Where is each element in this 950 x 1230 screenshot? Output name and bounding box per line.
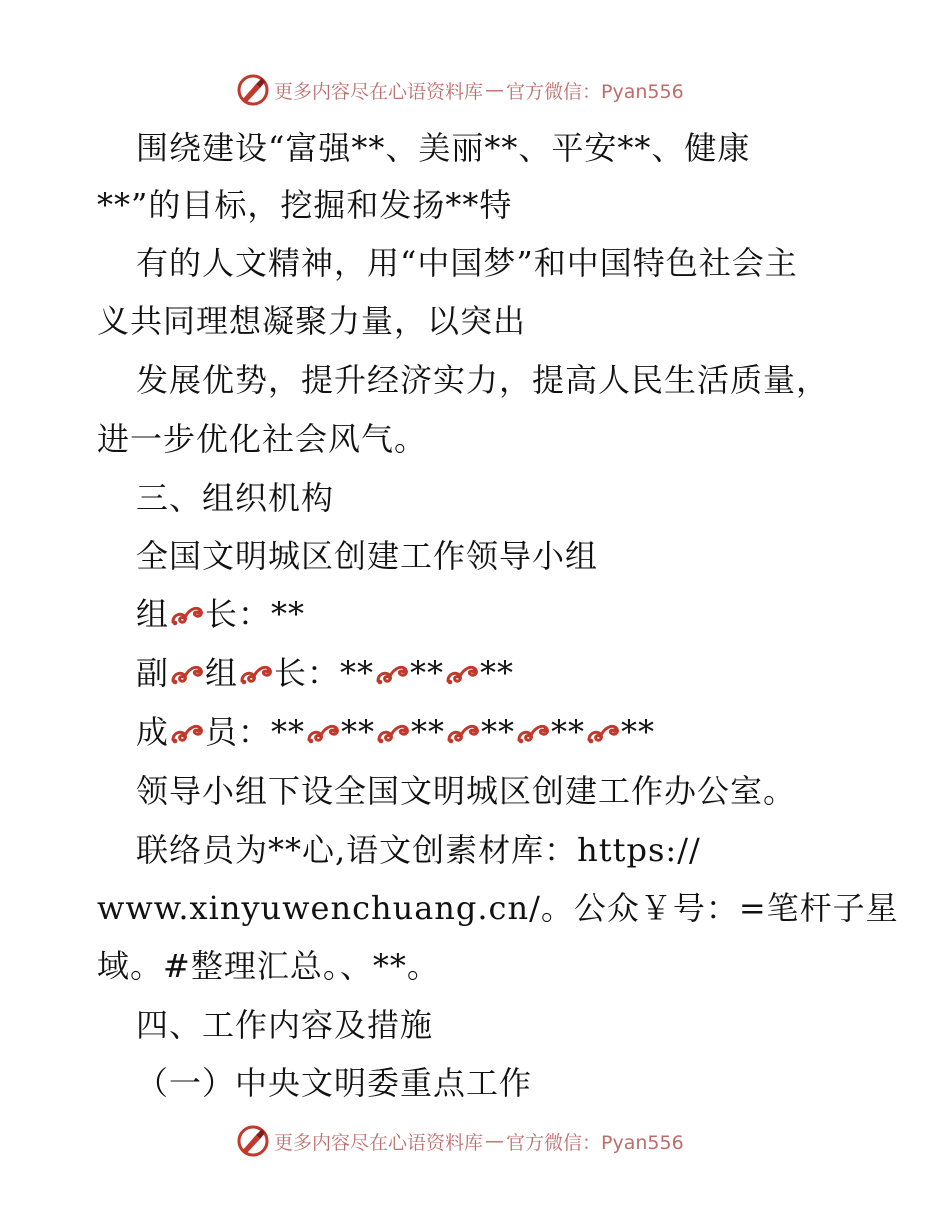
scroll-flourish-icon (170, 602, 204, 628)
banner-separator: — (485, 1130, 505, 1152)
deputy-part: ** (480, 654, 515, 692)
scroll-flourish-icon (516, 720, 550, 746)
paragraph-line: 进一步优化社会风气。 (97, 420, 428, 458)
scroll-flourish-icon (446, 720, 480, 746)
circle-pen-logo-icon (236, 1124, 270, 1158)
deputy-part: 组 (205, 654, 239, 692)
leader-label-part: 长：** (205, 595, 306, 633)
deputy-part: 副 (136, 654, 170, 692)
group-title: 全国文明城区创建工作领导小组 (136, 537, 599, 575)
members-part: ** (411, 713, 446, 751)
scroll-flourish-icon (170, 661, 204, 687)
members-line (136, 712, 655, 752)
scroll-flourish-icon (239, 661, 273, 687)
deputy-part: 长：** (274, 654, 375, 692)
circle-pen-logo-icon (236, 73, 270, 107)
leader-line (136, 594, 305, 634)
section-heading: 四、工作内容及措施 (136, 1006, 434, 1044)
deputy-leader-line (136, 653, 514, 693)
members-part: ** (481, 713, 516, 751)
paragraph-line: 有的人文精神，用“中国梦”和中国特色社会主 (136, 244, 798, 282)
contact-line: 域。#整理汇总。、**。 (97, 947, 440, 985)
deputy-part: ** (410, 654, 445, 692)
members-part: ** (621, 713, 656, 751)
banner-wechat: 官方微信：Pyan556 (506, 1131, 684, 1154)
scroll-flourish-icon (376, 720, 410, 746)
scroll-flourish-icon (306, 720, 340, 746)
office-line: 领导小组下设全国文明城区创建工作办公室。 (136, 772, 797, 810)
members-part: 员：** (205, 713, 306, 751)
scroll-flourish-icon (375, 661, 409, 687)
banner-text: 更多内容尽在心语资料库 (274, 1131, 484, 1154)
header-banner (236, 73, 684, 107)
scroll-flourish-icon (170, 720, 204, 746)
banner-text: 更多内容尽在心语资料库 (274, 80, 484, 103)
members-part: ** (341, 713, 376, 751)
paragraph-line: 发展优势，提升经济实力，提高人民生活质量， (136, 361, 830, 399)
subsection-heading: （一）中央文明委重点工作 (136, 1064, 533, 1102)
paragraph-line: **”的目标，挖掘和发扬**特 (97, 186, 513, 224)
banner-wechat: 官方微信：Pyan556 (506, 80, 684, 103)
section-heading: 三、组织机构 (136, 479, 335, 517)
scroll-flourish-icon (586, 720, 620, 746)
members-part: 成 (136, 713, 170, 751)
paragraph-line: 围绕建设“富强**、美丽**、平安**、健康 (136, 129, 751, 167)
contact-line: www.xinyuwenchuang.cn/。公众￥号：=笔杆子星 (97, 889, 899, 927)
members-part: ** (551, 713, 586, 751)
paragraph-line: 义共同理想凝聚力量，以突出 (97, 302, 527, 340)
scroll-flourish-icon (445, 661, 479, 687)
banner-separator: — (485, 79, 505, 101)
contact-line: 联络员为**心,语文创素材库：https:// (136, 831, 701, 869)
leader-label-part: 组 (136, 595, 170, 633)
footer-banner (236, 1124, 684, 1158)
